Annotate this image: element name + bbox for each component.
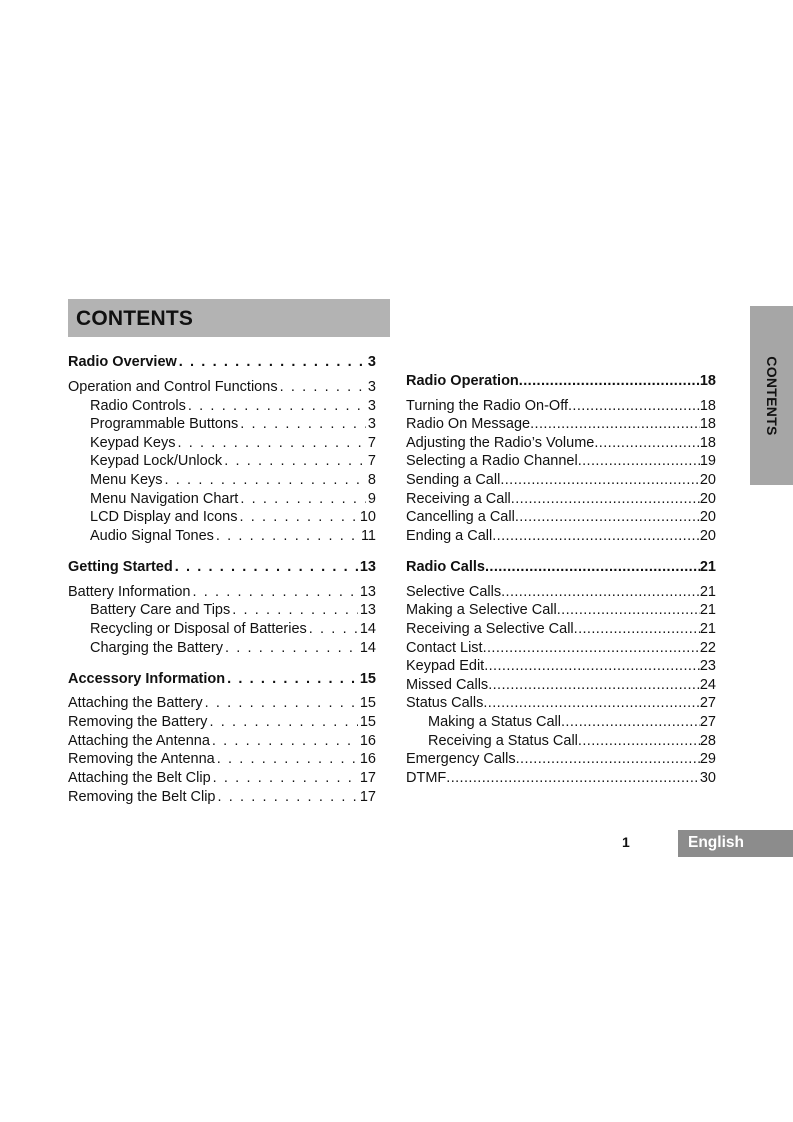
toc-entry-label: Radio Controls: [90, 398, 186, 414]
toc-entry[interactable]: [406, 583, 716, 602]
dot-leader: [216, 527, 359, 546]
toc-entry-page: 14: [359, 621, 376, 637]
toc-entry-label: Selecting a Radio Channel: [406, 453, 578, 469]
toc-entry-page: 7: [367, 453, 376, 469]
toc-entry-page: 30: [699, 770, 716, 786]
dot-leader: [501, 583, 700, 602]
side-tab-label: CONTENTS: [763, 355, 780, 436]
dot-leader: [578, 452, 700, 471]
dot-leader: [280, 378, 366, 397]
dot-leader: [594, 434, 700, 453]
toc-entry-label: Radio Operation: [406, 373, 519, 389]
dot-leader: [485, 558, 700, 577]
toc-entry[interactable]: [90, 601, 376, 620]
dot-leader: [188, 397, 366, 416]
dot-leader: [175, 558, 358, 577]
toc-entry[interactable]: [406, 471, 716, 490]
toc-entry-label: Attaching the Antenna: [68, 733, 210, 749]
dot-leader: [492, 527, 700, 546]
toc-entry-page: 21: [699, 602, 716, 618]
dot-leader: [240, 415, 366, 434]
toc-entry-label: Receiving a Selective Call: [406, 621, 574, 637]
language-tab: [678, 830, 793, 857]
toc-entry-page: 21: [699, 621, 716, 637]
toc-entry[interactable]: [406, 490, 716, 509]
dot-leader: [516, 750, 700, 769]
dot-leader: [179, 353, 366, 372]
dot-leader: [209, 713, 357, 732]
toc-entry[interactable]: [90, 434, 376, 453]
toc-entry-page: 24: [699, 677, 716, 693]
toc-entry-label: Missed Calls: [406, 677, 489, 693]
toc-entry-label: Recycling or Disposal of Batteries: [90, 621, 307, 637]
toc-entry-label: Radio Calls: [406, 559, 485, 575]
toc-entry-label: Keypad Keys: [90, 435, 176, 451]
dot-leader: [212, 732, 358, 751]
dot-leader: [500, 471, 700, 490]
toc-entry-page: 20: [699, 509, 716, 525]
toc-entry-label: Audio Signal Tones: [90, 528, 214, 544]
page-number: 1: [622, 834, 630, 850]
toc-entry[interactable]: [68, 378, 376, 397]
dot-leader: [225, 639, 358, 658]
dot-leader: [557, 601, 700, 620]
toc-entry[interactable]: [90, 620, 376, 639]
toc-entry[interactable]: [90, 490, 376, 509]
toc-entry-label: Receiving a Status Call: [428, 733, 578, 749]
toc-entry-label: Radio Overview: [68, 354, 177, 370]
toc-entry-page: 10: [359, 509, 376, 525]
toc-entry[interactable]: [90, 508, 376, 527]
toc-entry-page: 21: [699, 584, 716, 600]
toc-entry-page: 27: [699, 695, 716, 711]
toc-entry[interactable]: [406, 434, 716, 453]
toc-entry[interactable]: [68, 583, 376, 602]
toc-entry[interactable]: [406, 601, 716, 620]
toc-entry-label: Battery Information: [68, 584, 191, 600]
toc-entry-label: Removing the Belt Clip: [68, 789, 216, 805]
toc-entry-page: 13: [359, 559, 376, 575]
toc-entry-label: Removing the Battery: [68, 714, 208, 730]
toc-entry-page: 29: [699, 751, 716, 767]
toc-entry-page: 3: [367, 379, 376, 395]
toc-entry[interactable]: [90, 527, 376, 546]
toc-entry-label: Sending a Call: [406, 472, 501, 488]
toc-entry-label: Ending a Call: [406, 528, 493, 544]
toc-entry-label: Attaching the Battery: [68, 695, 203, 711]
toc-entry-page: 3: [367, 354, 376, 370]
dot-leader: [165, 471, 366, 490]
dot-leader: [227, 670, 358, 689]
toc-entry-label: Receiving a Call: [406, 491, 511, 507]
dot-leader: [483, 694, 699, 713]
toc-entry-label: Emergency Calls: [406, 751, 516, 767]
dot-leader: [240, 490, 366, 509]
toc-entry-label: Attaching the Belt Clip: [68, 770, 211, 786]
toc-section-heading[interactable]: [406, 372, 716, 391]
toc-entry-label: Charging the Battery: [90, 640, 223, 656]
toc-entry[interactable]: [90, 397, 376, 416]
toc-entry-label: LCD Display and Icons: [90, 509, 238, 525]
dot-leader: [446, 769, 700, 788]
toc-entry-page: 8: [367, 472, 376, 488]
toc-entry-label: Operation and Control Functions: [68, 379, 278, 395]
toc-entry-page: 18: [699, 398, 716, 414]
toc-entry-page: 13: [359, 584, 376, 600]
toc-entry[interactable]: [90, 415, 376, 434]
toc-entry-label: DTMF: [406, 770, 447, 786]
toc-entry[interactable]: [90, 471, 376, 490]
toc-entry-page: 3: [367, 398, 376, 414]
dot-leader: [232, 601, 358, 620]
toc-entry[interactable]: [406, 508, 716, 527]
toc-entry-page: 21: [699, 559, 716, 575]
toc-entry-label: Selective Calls: [406, 584, 502, 600]
dot-leader: [484, 657, 700, 676]
toc-entry[interactable]: [406, 527, 716, 546]
toc-entry-page: 15: [359, 714, 376, 730]
toc-entry[interactable]: [428, 732, 716, 751]
toc-entry[interactable]: [406, 397, 716, 416]
toc-entry-label: Programmable Buttons: [90, 416, 239, 432]
toc-entry[interactable]: [406, 750, 716, 769]
toc-entry-page: 19: [699, 453, 716, 469]
toc-entry-label: Menu Keys: [90, 472, 163, 488]
toc-entry-page: 18: [699, 416, 716, 432]
toc-entry-page: 18: [699, 373, 716, 389]
dot-leader: [240, 508, 358, 527]
toc-entry-page: 23: [699, 658, 716, 674]
toc-entry-label: Making a Status Call: [428, 714, 561, 730]
toc-entry[interactable]: [406, 639, 716, 658]
toc-entry-page: 22: [699, 640, 716, 656]
toc-entry-page: 15: [359, 671, 376, 687]
toc-entry-page: 15: [359, 695, 376, 711]
toc-entry-page: 20: [699, 528, 716, 544]
toc-entry-label: Adjusting the Radio’s Volume: [406, 435, 595, 451]
dot-leader: [519, 372, 700, 391]
dot-leader: [578, 732, 700, 751]
toc-entry-page: 20: [699, 472, 716, 488]
dot-leader: [511, 490, 700, 509]
toc-entry-page: 18: [699, 435, 716, 451]
toc-entry-page: 17: [359, 770, 376, 786]
toc-entry[interactable]: [406, 620, 716, 639]
dot-leader: [217, 750, 358, 769]
dot-leader: [561, 713, 700, 732]
dot-leader: [309, 620, 358, 639]
side-tab-contents: [750, 306, 793, 485]
toc-entry[interactable]: [90, 452, 376, 471]
toc-section-heading[interactable]: [68, 670, 376, 689]
toc-entry-page: 16: [359, 751, 376, 767]
toc-entry[interactable]: [68, 713, 376, 732]
toc-entry[interactable]: [406, 694, 716, 713]
toc-entry-label: Keypad Edit: [406, 658, 485, 674]
dot-leader: [568, 397, 700, 416]
toc-entry[interactable]: [406, 676, 716, 695]
toc-entry-label: Radio On Message: [406, 416, 531, 432]
toc-entry-page: 20: [699, 491, 716, 507]
toc-entry-label: Getting Started: [68, 559, 173, 575]
toc-entry-page: 13: [359, 602, 376, 618]
toc-entry-label: Making a Selective Call: [406, 602, 557, 618]
toc-entry-page: 17: [359, 789, 376, 805]
toc-entry-page: 14: [359, 640, 376, 656]
toc-entry[interactable]: [68, 750, 376, 769]
dot-leader: [515, 508, 700, 527]
toc-entry[interactable]: [68, 788, 376, 807]
dot-leader: [224, 452, 366, 471]
toc-entry[interactable]: [90, 639, 376, 658]
dot-leader: [530, 415, 700, 434]
toc-entry-label: Menu Navigation Chart: [90, 491, 239, 507]
toc-entry[interactable]: [406, 657, 716, 676]
dot-leader: [488, 676, 700, 695]
toc-entry-page: 3: [367, 416, 376, 432]
toc-entry-label: Battery Care and Tips: [90, 602, 231, 618]
toc-section-heading[interactable]: [406, 558, 716, 577]
toc-entry[interactable]: [428, 713, 716, 732]
contents-title-band: [68, 299, 390, 337]
toc-entry[interactable]: [406, 769, 716, 788]
dot-leader: [574, 620, 700, 639]
dot-leader: [205, 694, 358, 713]
toc-entry-label: Turning the Radio On-Off: [406, 398, 568, 414]
toc-entry-label: Keypad Lock/Unlock: [90, 453, 223, 469]
toc-entry-page: 28: [699, 733, 716, 749]
dot-leader: [483, 639, 700, 658]
language-label: English: [688, 834, 744, 851]
toc-entry-page: 16: [359, 733, 376, 749]
toc-entry[interactable]: [406, 452, 716, 471]
dot-leader: [218, 788, 358, 807]
toc-entry-page: 7: [367, 435, 376, 451]
dot-leader: [213, 769, 358, 788]
toc-entry-label: Status Calls: [406, 695, 484, 711]
toc-entry[interactable]: [68, 694, 376, 713]
page-title: CONTENTS: [76, 307, 194, 330]
toc-entry-page: 27: [699, 714, 716, 730]
toc-entry[interactable]: [406, 415, 716, 434]
toc-entry-label: Contact List: [406, 640, 483, 656]
dot-leader: [177, 434, 365, 453]
toc-entry-page: 11: [360, 528, 376, 544]
toc-entry-label: Cancelling a Call: [406, 509, 515, 525]
toc-entry[interactable]: [68, 732, 376, 751]
toc-entry[interactable]: [68, 769, 376, 788]
toc-section-heading[interactable]: [68, 353, 376, 372]
toc-section-heading[interactable]: [68, 558, 376, 577]
toc-entry-label: Accessory Information: [68, 671, 226, 687]
toc-entry-page: 9: [367, 491, 376, 507]
toc-entry-label: Removing the Antenna: [68, 751, 215, 767]
dot-leader: [193, 583, 358, 602]
